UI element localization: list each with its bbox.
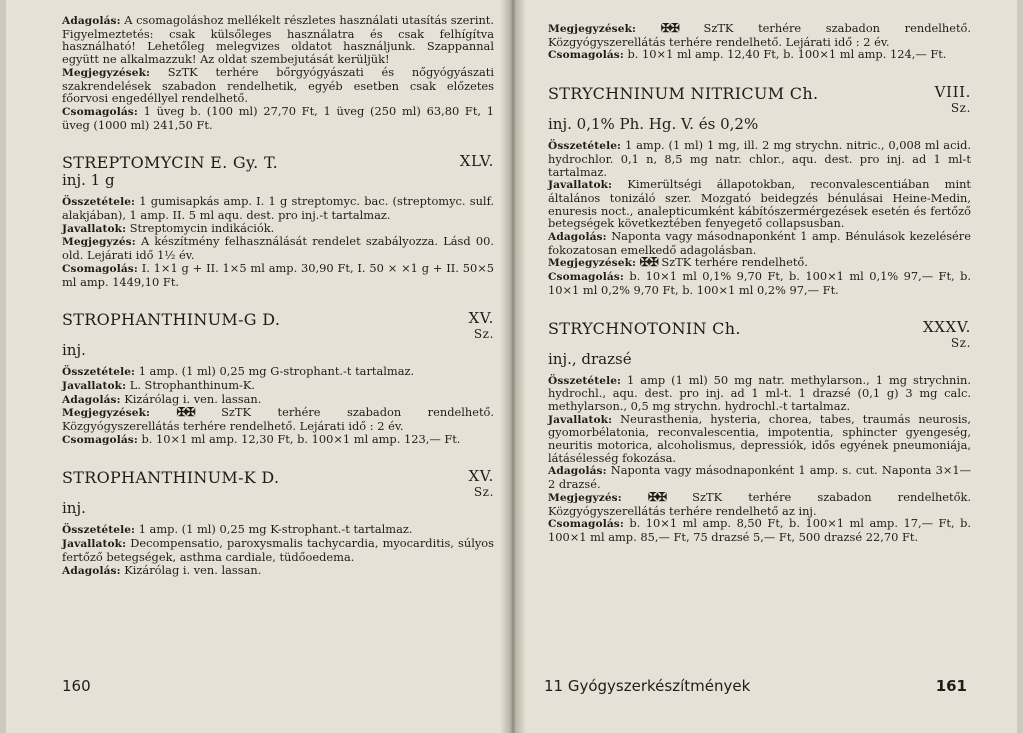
field-label: Megjegyzések: [548,23,637,35]
field-label: Megjegyzés: [62,236,136,249]
entry-form: inj., drazsé [548,349,632,368]
field-text: Neurasthenia, hysteria, chorea, tabes, traumás neurosis, gyomorbélatonia, reconvalescentia, impotentia, sphincter gyengeség, neuritis motorica, alcoholismus, depressiók, idős egyének pneumoniája, látásélesség fokozása. [548,411,971,465]
field-label: Megjegyzés: [548,491,622,504]
field-label: Adagolás: [62,393,121,406]
entry-form: inj. 0,1% Ph. Hg. V. és 0,2% [548,115,759,134]
field-label: Megjegyzések: [548,257,637,270]
entry-paragraph [62,564,494,578]
page-edge-right [1017,0,1023,733]
field-text: 1 amp. (1 ml) 1 mg, ill. 2 mg strychn. nitric., 0,008 ml acid. hydrochlor. 0,1 n, 8,5 mg natr. chlor., aqu. dest. pro inj. ad 1 ml-t tartalmaz. [548,138,971,179]
field-label: Összetétele: [548,140,622,153]
entry-paragraph [548,413,971,465]
entry-class [935,84,971,116]
drug-entry [62,310,494,446]
field-text: Decompensatio, paroxysmalis tachycardia, myocarditis, súlyos fertőző betegségek, asthma cardiale, tüdőoedema. [62,536,495,564]
entry-paragraph [62,235,494,261]
entry-header [548,84,971,116]
field-text: 1 üveg b. (100 ml) 27,70 Ft, 1 üveg (250 ml) 63,80 Ft, 1 üveg (1000 ml) 241,50 Ft. [62,103,495,132]
entry-title: STRYCHNINUM NITRICUM Ch. [548,84,819,104]
entry-form: inj. [62,341,86,360]
entry-paragraph [62,433,494,447]
entry-class [469,468,494,500]
field-text: Streptomycin indikációk. [129,220,275,235]
page-number-left: 160 [62,677,91,695]
entry-header [62,153,494,172]
field-text: 1 amp. (1 ml) 0,25 mg G-strophant.-t tartalmaz. [138,364,415,379]
entry-paragraph [62,523,494,537]
field-label: Adagolás: [62,564,121,577]
entry-header [548,319,971,351]
field-text: SzTK terhére szabadon rendelhető. Közgyógyszerellátás terhére rendelhető. Lejárati idő : 2 év. [62,405,495,434]
entry-roman-numeral: VIII. [934,83,971,102]
entry-paragraph [62,406,494,432]
entry-form: inj. [62,499,86,518]
drug-entry [548,319,971,544]
field-text: Kizárólag i. ven. lassan. [124,562,262,577]
field-label: Csomagolás: [62,262,138,275]
field-text: Kizárólag i. ven. lassan. [124,391,262,406]
entry-paragraph [548,517,971,543]
field-text: 1 amp. (1 ml) 0,25 mg K-strophant.-t tartalmaz. [138,522,413,537]
entry-sz-mark: Sz. [950,335,971,350]
field-text: Naponta vagy másodnaponként 1 amp. Bénulások kezelésére fokozatosan emelkedő adagolásban. [548,229,971,257]
entry-paragraph [548,491,971,517]
field-label: Javallatok: [548,413,613,426]
field-label: Javallatok: [62,222,127,235]
field-label: Csomagolás: [548,49,624,62]
page-number-right: 161 [935,677,967,695]
field-label: Adagolás: [62,15,121,27]
field-text: L. Strophanthinum-K. [129,377,256,392]
field-label: Összetétele: [62,524,136,537]
field-label: Megjegyzések: [62,66,151,79]
entry-sz-mark: Sz. [473,327,494,342]
sztk-cross-icon: ✠✠ [660,21,679,35]
field-text: SzTK terhére rendelhető. [661,255,808,270]
field-text: b. 10×1 ml 0,1% 9,70 Ft, b. 100×1 ml 0,1% 97,— Ft, b. 10×1 ml 0,2% 9,70 Ft, b. 100×1 ml 0,2% 97,— Ft. [548,269,972,297]
field-label: Megjegyzések: [62,407,151,420]
entry-roman-numeral: XXXV. [922,317,971,336]
entry-paragraph [62,105,494,131]
entry-title: STRYCHNOTONIN Ch. [548,318,741,338]
entry-paragraph [548,270,971,296]
field-text: A készítmény felhasználását rendelet szabályozza. Lásd 00. old. Lejárati idő 1½ év. [62,234,495,263]
book-gutter [500,0,526,733]
drug-entry [548,84,971,296]
entry-sz-mark: Sz. [473,485,494,500]
field-text: 1 gumisapkás amp. I. 1 g streptomyc. bac. (streptomyc. sulf. alakjában), 1 amp. II. 5 ml aqu. dest. pro inj.-t tartalmaz. [62,194,495,223]
field-label: Javallatok: [62,538,127,551]
sztk-cross-icon: ✠✠ [176,405,195,420]
field-text: b. 10×1 ml amp. 8,50 Ft, b. 100×1 ml amp. 17,— Ft, b. 100×1 ml amp. 85,— Ft, 75 drazsé 5,— Ft, 500 drazsé 22,70 Ft. [548,516,971,544]
entry-paragraph [548,230,971,256]
continued-entry [548,22,971,62]
field-label: Csomagolás: [548,271,624,284]
entry-paragraph [62,195,494,221]
field-label: Csomagolás: [548,518,624,531]
entry-class [469,310,494,342]
field-label: Csomagolás: [62,433,138,446]
field-text: SzTK terhére bőrgyógyászati és nőgyógyászati szakrendelések szabadon rendelhetik, egyéb esetben csak előzetes főorvosi engedéllyel rendelhető. [62,64,494,106]
field-text: Kimerültségi állapotokban, reconvalescentiában mint általános tonizáló szer. Mozgató beidegzés bénulásai Heine-Medin, enuresis noct., analepticumként kábítószermérgezések esetén és fertőző betegségek következtében fenyegető collapsusban. [548,177,971,231]
right-page [512,0,1023,733]
entry-roman-numeral: XV. [468,467,494,486]
drug-entry [62,468,494,577]
entry-paragraph [548,22,971,48]
field-label: Összetétele: [548,374,622,387]
entry-paragraph [62,14,494,66]
entry-paragraph [62,379,494,393]
field-text: 1 amp (1 ml) 50 mg natr. methylarson., 1 mg strychnin. hydrochl., aqu. dest. pro inj. ad 1 ml-t. 1 drazsé (0,1 g) 3 mg calc. methylarson., 0,5 mg strychn. hydrochl.-t tartalmaz. [548,372,971,413]
entry-title: STREPTOMYCIN E. Gy. T. [62,153,278,173]
page-edge-left [0,0,6,733]
entry-header [62,468,494,500]
field-label: Adagolás: [548,231,607,244]
sztk-cross-icon: ✠✠ [647,489,667,504]
field-label: Adagolás: [548,465,607,478]
field-text: b. 10×1 ml amp. 12,30 Ft, b. 100×1 ml amp. 123,— Ft. [141,431,461,446]
field-label: Összetétele: [62,366,136,379]
field-text: I. 1×1 g + II. 1×5 ml amp. 30,90 Ft, I. 50 × ×1 g + II. 50×5 ml amp. 1449,10 Ft. [62,260,494,289]
field-label: Javallatok: [62,379,127,392]
entry-paragraph [548,464,971,490]
field-text: Naponta vagy másodnaponként 1 amp. s. cut. Naponta 3×1—2 drazsé. [548,463,971,492]
field-label: Összetétele: [62,196,136,209]
entry-title: STROPHANTHINUM-K D. [62,468,280,488]
section-label: 11 Gyógyszerkészítmények [544,677,751,695]
entry-paragraph [62,537,494,563]
continued-entry [62,14,494,131]
entry-paragraph [548,178,971,230]
entry-paragraph [548,139,971,178]
entry-paragraph [62,365,494,379]
entry-header [62,310,494,342]
entry-paragraph [62,222,494,236]
entry-sz-mark: Sz. [950,101,971,116]
field-text: SzTK terhére szabadon rendelhető. Közgyógyszerellátás terhére rendelhető. Lejárati idő : 2 év. [548,21,972,49]
field-text: b. 10×1 ml amp. 12,40 Ft, b. 100×1 ml amp. 124,— Ft. [627,47,947,62]
field-text: A csomagoláshoz mellékelt részletes használati utasítás szerint. Figyelmeztetés: csak külsőleges használatra és csak felhígítva használható! Lehetőleg melegvizes oldatot használjunk. Szappannal együtt ne alkalmazzuk! Az oldat szembejutását kerüljük! [62,13,494,67]
entry-paragraph [548,48,971,62]
entry-paragraph [548,256,971,270]
entry-title: STROPHANTHINUM-G D. [62,310,281,330]
field-text: SzTK terhére szabadon rendelhetők. Közgyógyszerellátás terhére rendelhető az inj. [548,489,971,518]
left-page-content [62,14,494,577]
right-page-content [548,22,971,544]
entry-form: inj. 1 g [62,171,115,190]
entry-roman-numeral: XLV. [459,152,494,171]
entry-class [923,319,971,351]
field-label: Csomagolás: [62,105,138,118]
sztk-cross-icon: ✠✠ [639,255,658,270]
entry-paragraph [62,393,494,407]
entry-paragraph [62,66,494,105]
entry-paragraph [62,262,494,288]
entry-class [460,153,494,169]
field-label: Javallatok: [548,179,613,192]
entry-roman-numeral: XV. [468,309,494,328]
drug-entry [62,153,494,288]
entry-paragraph [548,374,971,413]
